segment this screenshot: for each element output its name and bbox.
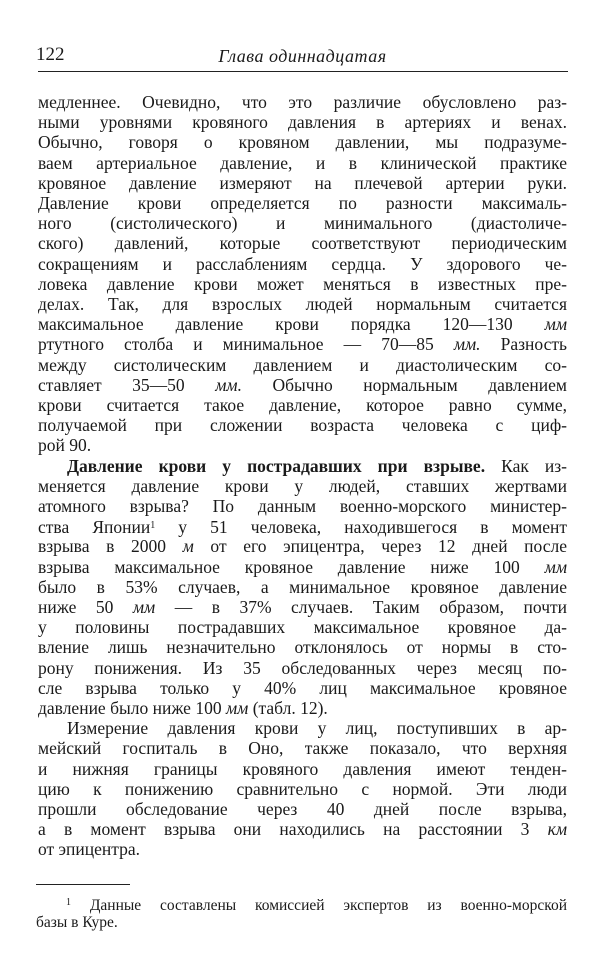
text-line [38,759,567,779]
footnote-marker: 1 [150,520,156,532]
text-run: Измерение давления крови у лиц, поступивших в ар- [67,718,567,739]
text-line [38,274,567,294]
text-line [38,355,567,375]
text-run: ского) давлений, которые соответствуют периодическим [38,233,567,254]
text-run: вление лишь незначительно отклонялось от нормы в сто- [38,637,567,658]
text-line [38,637,567,657]
text-line [38,496,567,516]
text-run: взрыва максимальное кровяное давление ниже 100 [38,556,545,577]
text-run: прошли обследование через 40 дней после взрыва, [38,799,567,819]
unit-italic: мм [225,698,249,718]
text-line [38,658,567,678]
unit-italic: мм [544,556,567,577]
text-line [38,839,567,859]
text-run: рону понижения. Из 35 обследованных через месяц по- [38,657,567,678]
text-run: рой 90. [38,435,92,456]
text-line [38,415,567,435]
text-line [38,516,567,536]
text-run: у половины пострадавших максимальное кровяное да- [38,617,567,638]
text-run: сокращениям и расслаблениям сердца. У здорового че- [38,253,567,274]
text-line [38,435,567,455]
text-run: ниже 50 [38,597,133,617]
text-run: ставляет 35—50 [38,374,216,395]
text-run: меняется давление крови у людей, ставших жертвами [38,475,567,496]
unit-italic: м [182,536,194,557]
text-line [38,698,567,718]
text-run: от его эпицентра, через 12 дней после [193,536,568,557]
unit-italic: мм [544,314,567,335]
text-line [38,112,567,132]
text-run: сле взрыва только у 40% лиц максимальное кровяное [38,677,567,698]
text-run: между систолическим давлением и диастолическим со- [38,354,567,375]
text-run: — в 37% случаев. Таким образом, почти [155,597,568,617]
text-run: ваем артериальное давление, и в клинической практике [38,152,567,173]
text-run: ртутного столба и минимальное — 70—85 [38,334,454,355]
page-number: 122 [36,44,65,65]
text-line [38,153,567,173]
text-line [38,536,567,556]
text-line [38,395,567,415]
text-line [67,456,567,476]
unit-italic: мм [132,597,156,617]
text-line [38,132,567,152]
text-run: и нижняя границы кровяного давления имеют тенден- [38,758,567,779]
footnote-marker: 1 [66,897,71,908]
text-line [67,718,567,738]
text-line [38,173,567,193]
text-run: ного (систолического) и минимального (диастоличе- [38,213,567,234]
text-line [38,617,567,637]
text-run: а в момент взрыва они находились на расстоянии 3 [38,819,548,840]
text-run: получаемой при сложении возраста человека с циф- [38,415,567,436]
text-run: кровяное давление измеряют на плечевой артерии руки. [38,172,567,193]
text-line [38,819,567,839]
footnote-line [36,913,567,932]
text-line [38,213,567,233]
section-run-in-heading: Давление крови у пострадавших при взрыве. [67,455,486,476]
text-run: Данные составлены комиссией экспертов из военно-морской [71,897,567,914]
text-line [38,738,567,758]
text-line [38,233,567,253]
text-run: Как из- [485,455,567,476]
text-line [38,678,567,698]
text-line [38,557,567,577]
text-line [38,375,567,395]
footnote-line [66,893,567,912]
text-run: ными уровнями кровяного давления в артериях и венах. [38,112,567,133]
text-line [38,476,567,496]
unit-italic: мм. [453,334,481,355]
text-run: делах. Так, для взрослых людей нормальным считается [38,294,567,314]
text-run: максимальное давление крови порядка 120—130 [38,314,545,335]
text-line [38,334,567,354]
text-line [38,799,567,819]
text-run: ства Японии [38,517,151,538]
text-run: было в 53% случаев, а минимальное кровяное давление [38,576,567,597]
text-run: Обычно нормальным давлением [241,374,567,395]
text-line [38,92,567,112]
running-head-chapter-title: Глава одиннадцатая [218,46,387,66]
header-rule [38,71,568,72]
text-run: атомного взрыва? По данным военно-морского министер- [38,496,567,516]
text-line [38,254,567,274]
text-run: взрыва в 2000 [38,536,183,557]
text-run: цию к понижению сравнительно с нормой. Эти люди [38,778,567,799]
text-line [38,314,567,334]
text-run: ловека давление крови может меняться в известных пре- [38,273,567,294]
text-run: медленнее. Очевидно, что это различие обусловлено раз- [38,92,567,112]
unit-italic: мм. [215,374,242,395]
text-run: от эпицентра. [38,839,141,860]
footnote-rule [36,884,130,885]
text-run: давление было ниже 100 [38,698,226,718]
unit-italic: км [547,819,567,840]
text-line [38,193,567,213]
text-run: мейский госпиталь в Оно, также показало, что верхняя [38,738,567,759]
text-line [38,294,567,314]
text-line [38,779,567,799]
text-line [38,577,567,597]
text-run: Разность [480,334,567,355]
text-line [38,597,567,617]
text-run: Обычно, говоря о кровяном давлении, мы подразуме- [38,132,567,153]
text-run: у 51 человека, находившегося в момент [155,517,567,538]
text-run: крови считается такое давление, которое равно сумме, [38,395,567,415]
text-run: (табл. 12). [248,698,328,718]
text-run: базы в Куре. [36,914,118,931]
text-run: Давление крови определяется по разности максималь- [38,193,567,213]
